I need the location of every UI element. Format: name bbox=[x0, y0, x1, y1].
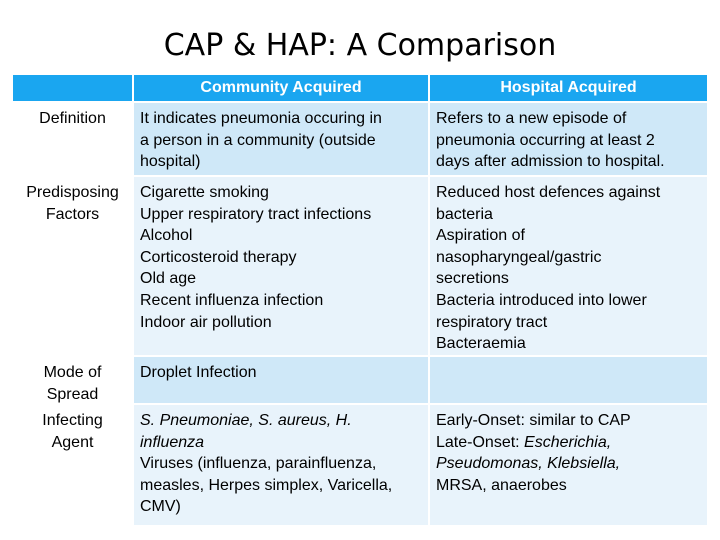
cell-line: a person in a community (outside bbox=[140, 131, 376, 149]
cell-line: Recent influenza infection bbox=[140, 291, 324, 309]
row-label-line: Infecting bbox=[42, 412, 103, 429]
cell-line: Viruses (influenza, parainfluenza, bbox=[140, 455, 377, 473]
row-label-predisposing-factors bbox=[12, 176, 133, 356]
cell-line: Bacteria introduced into lower bbox=[436, 291, 647, 309]
cell-line-italic: Pseudomonas, Klebsiella, bbox=[436, 455, 621, 473]
comparison-table bbox=[12, 74, 708, 526]
predisposing-hospital bbox=[429, 176, 708, 356]
row-label-line: Agent bbox=[51, 433, 94, 451]
header-community-acquired: Community Acquired bbox=[133, 74, 429, 102]
cell-line: days after admission to hospital. bbox=[436, 153, 665, 171]
cell-line-italic: S. Pneumoniae, S. aureus, H. bbox=[140, 412, 352, 429]
agent-community bbox=[133, 404, 429, 526]
cell-line: Bacteraemia bbox=[436, 335, 526, 353]
cell-line: bacteria bbox=[436, 205, 493, 223]
late-onset-organism: Escherichia, bbox=[524, 433, 612, 451]
cell-line: Cigarette smoking bbox=[140, 184, 269, 201]
cell-line: Droplet Infection bbox=[140, 364, 257, 381]
row-label-line: Spread bbox=[46, 385, 99, 403]
page-title: CAP & HAP: A Comparison bbox=[163, 28, 557, 63]
header-corner bbox=[12, 74, 133, 102]
spread-hospital bbox=[429, 356, 708, 404]
cell-line: Reduced host defences against bbox=[436, 184, 661, 201]
cell-line: MRSA, anaerobes bbox=[436, 476, 567, 494]
cell-line: Indoor air pollution bbox=[140, 313, 272, 331]
row-label-line: Definition bbox=[39, 110, 106, 127]
cell-line: pneumonia occurring at least 2 bbox=[436, 131, 655, 149]
agent-hospital bbox=[429, 404, 708, 526]
late-onset-prefix: Late-Onset: bbox=[436, 433, 525, 451]
cell-line: Alcohol bbox=[140, 227, 193, 245]
cell-line: measles, Herpes simplex, Varicella, bbox=[140, 476, 393, 494]
row-label-mode-of-spread bbox=[12, 356, 133, 404]
cell-line: Old age bbox=[140, 270, 197, 288]
spread-community bbox=[133, 356, 429, 404]
row-label-infecting-agent bbox=[12, 404, 133, 526]
cell-line: Upper respiratory tract infections bbox=[140, 205, 372, 223]
row-label-line: Factors bbox=[45, 205, 100, 223]
row-label-line: Predisposing bbox=[26, 184, 119, 201]
cell-line bbox=[436, 432, 703, 454]
cell-line: respiratory tract bbox=[436, 313, 548, 331]
cell-line: Corticosteroid therapy bbox=[140, 248, 297, 266]
cell-line: hospital) bbox=[140, 153, 201, 171]
row-label-definition bbox=[12, 102, 133, 176]
cell-line: secretions bbox=[436, 270, 509, 288]
header-hospital-acquired: Hospital Acquired bbox=[429, 74, 708, 102]
predisposing-community bbox=[133, 176, 429, 356]
cell-line: Refers to a new episode of bbox=[436, 110, 627, 127]
cell-line: CMV) bbox=[140, 498, 181, 516]
cell-line: It indicates pneumonia occuring in bbox=[140, 110, 382, 127]
cell-line-italic: influenza bbox=[140, 433, 205, 451]
cell-line: Early-Onset: similar to CAP bbox=[436, 412, 631, 429]
cell-line: nasopharyngeal/gastric bbox=[436, 248, 602, 266]
row-label-line: Mode of bbox=[43, 364, 102, 381]
definition-community bbox=[133, 102, 429, 176]
cell-line: Aspiration of bbox=[436, 227, 525, 245]
definition-hospital bbox=[429, 102, 708, 176]
